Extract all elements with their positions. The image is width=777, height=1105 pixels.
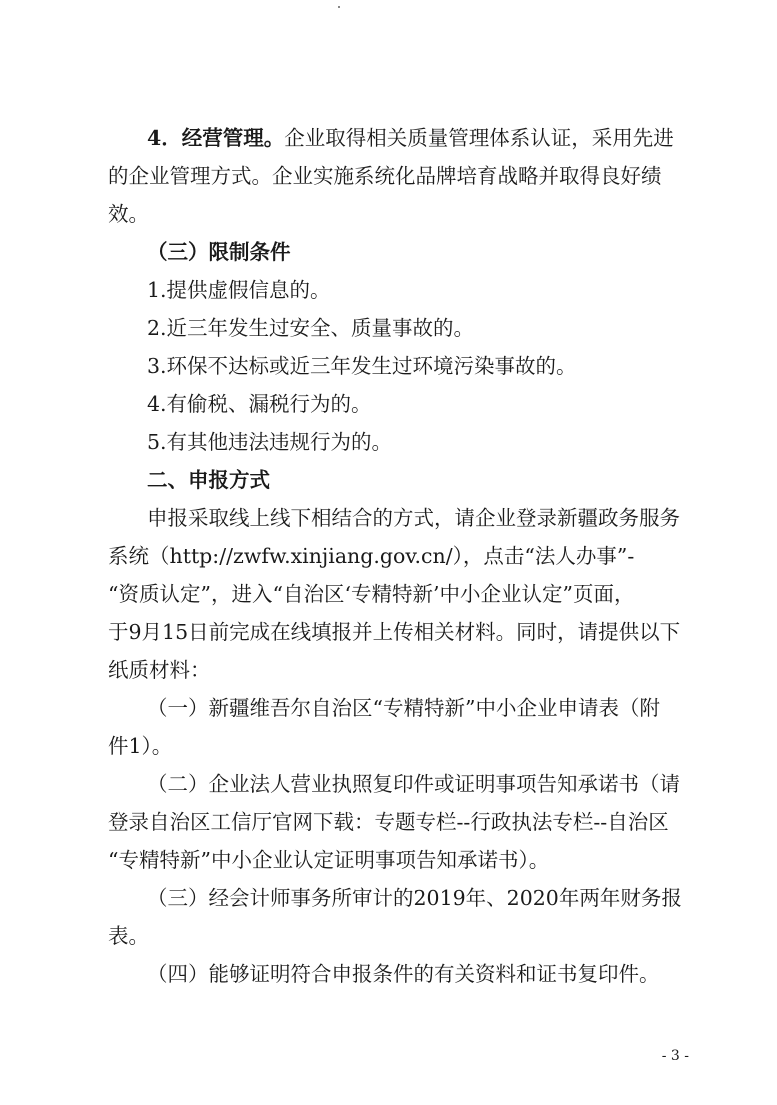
apply-heading: 二、申报方式 (147, 468, 270, 492)
material-2-line-1: （二）企业法人营业执照复印件或证明事项告知承诺书（请 (147, 772, 680, 796)
limit-item-3: 3.环保不达标或近三年发生过环境污染事故的。 (147, 354, 577, 378)
management-line-1 (147, 124, 688, 152)
limit-item-5: 5.有其他违法违规行为的。 (147, 430, 393, 454)
material-2-line-3: “专精特新”中小企业认定证明事项告知承诺书）。 (108, 848, 550, 872)
scan-speck (338, 6, 340, 8)
management-line-3: 效。 (108, 202, 149, 226)
material-4-line-1: （四）能够证明符合申报条件的有关资料和证书复印件。 (147, 962, 660, 986)
page-number: - 3 - (661, 1048, 689, 1064)
limit-item-2: 2.近三年发生过安全、质量事故的。 (147, 316, 475, 340)
material-1-line-2: 件1）。 (108, 734, 173, 758)
limit-item-1: 1.提供虚假信息的。 (147, 278, 331, 302)
material-2-line-2: 登录自治区工信厅官网下载：专题专栏--行政执法专栏--自治区 (108, 810, 669, 834)
apply-line-2: 系统（http://zwfw.xinjiang.gov.cn/），点击“法人办事”- (108, 544, 635, 568)
apply-line-3: “资质认定”，进入“自治区‘专精特新’中小企业认定”页面， (108, 582, 635, 606)
material-3-line-1: （三）经会计师事务所审计的2019年、2020年两年财务报 (147, 886, 682, 910)
management-heading-rest: 企业取得相关质量管理体系认证，采用先进 (284, 126, 674, 150)
apply-line-4: 于9月15日前完成在线填报并上传相关材料。同时，请提供以下 (108, 620, 681, 644)
material-3-line-2: 表。 (108, 924, 149, 948)
apply-line-5: 纸质材料： (108, 658, 211, 682)
management-heading-lead: 4．经营管理。 (147, 126, 285, 150)
limit-heading: （三）限制条件 (147, 240, 291, 264)
material-1-line-1: （一）新疆维吾尔自治区“专精特新”中小企业申请表（附 (147, 696, 660, 720)
management-line-2: 的企业管理方式。企业实施系统化品牌培育战略并取得良好绩 (108, 164, 662, 188)
apply-line-1: 申报采取线上线下相结合的方式，请企业登录新疆政务服务 (147, 506, 680, 530)
limit-item-4: 4.有偷税、漏税行为的。 (147, 392, 372, 416)
